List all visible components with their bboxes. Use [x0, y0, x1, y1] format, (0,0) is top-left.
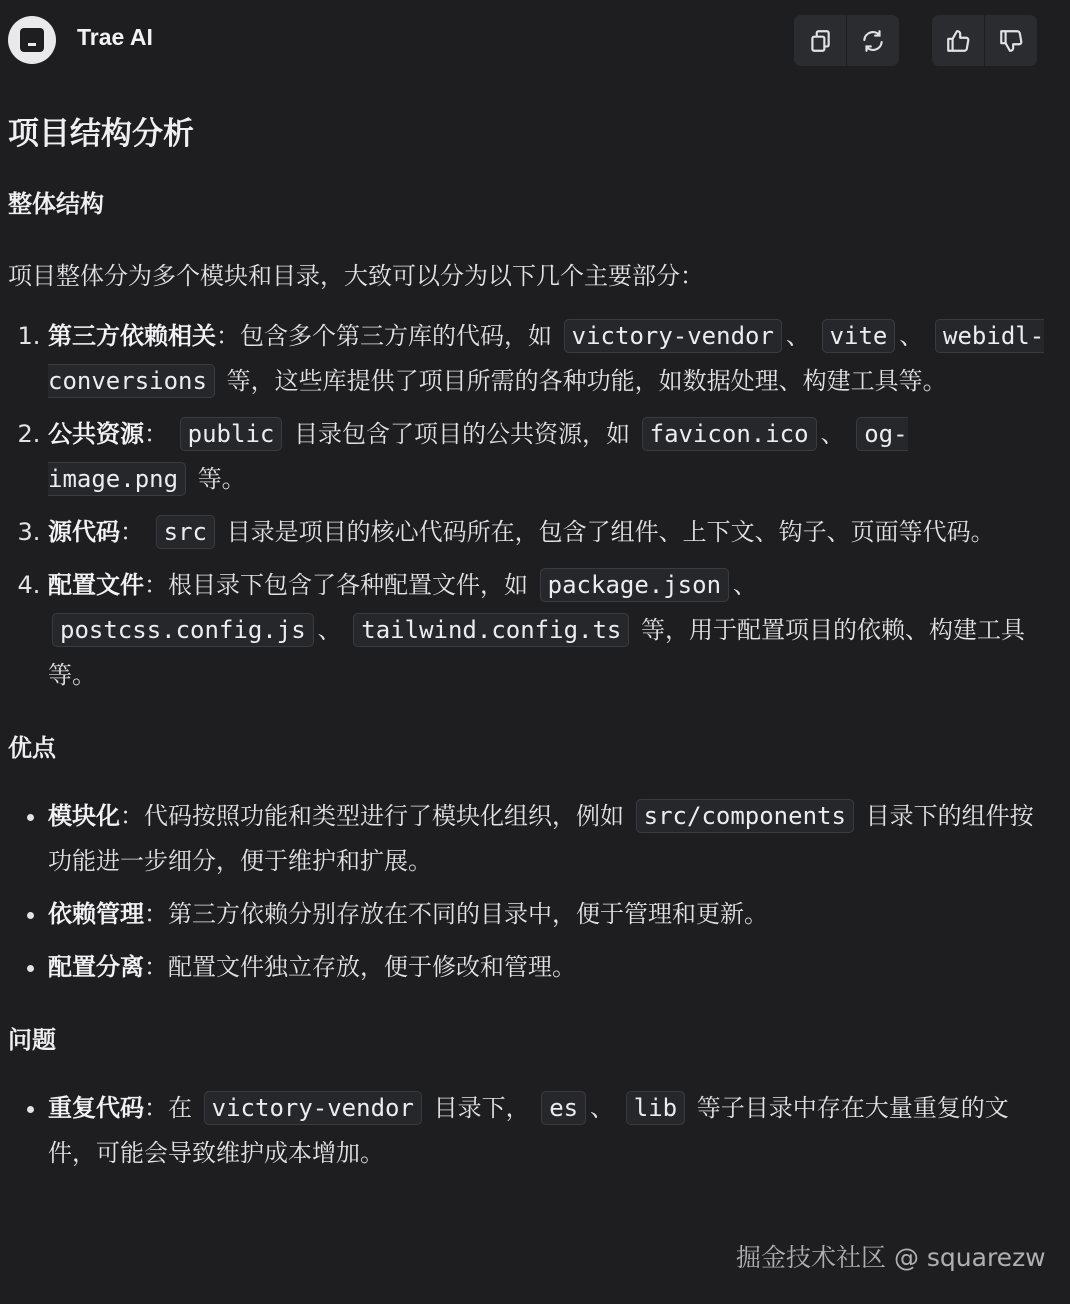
copy-button[interactable]: [794, 15, 846, 66]
section-heading-issues: 问题: [8, 1026, 56, 1054]
pros-list: [8, 794, 1048, 990]
inline-code: public: [180, 417, 283, 451]
inline-code: lib: [626, 1091, 685, 1125]
inline-code: postcss.config.js: [52, 613, 314, 647]
list-item: [48, 892, 1048, 937]
item-text: 等，这些库提供了项目所需的各种功能，如数据处理、构建工具等。: [226, 367, 947, 395]
inline-code: src/components: [636, 799, 854, 833]
item-text: ：配置文件独立存放，便于修改和管理。: [144, 953, 576, 981]
copy-icon: [807, 28, 833, 54]
inline-code: src: [156, 515, 215, 549]
item-text: 、: [820, 420, 845, 448]
refresh-icon: [860, 28, 886, 54]
item-text: 、: [590, 1094, 615, 1122]
inline-code: package.json: [540, 568, 729, 602]
item-text: 等。: [197, 465, 246, 493]
item-text: 目录是项目的核心代码所在，包含了组件、上下文、钩子、页面等代码。: [226, 518, 995, 546]
regenerate-button[interactable]: [847, 15, 899, 66]
watermark: 掘金技术社区 @ squarezw: [736, 1243, 1046, 1272]
inline-code: favicon.ico: [642, 417, 817, 451]
inline-code: webidl-conversions: [48, 319, 1044, 398]
overall-list: [8, 314, 1048, 698]
thumbs-up-icon: [945, 28, 971, 54]
article-title: 项目结构分析: [8, 116, 194, 152]
section-heading-overall: 整体结构: [8, 190, 104, 218]
trae-avatar: [8, 16, 56, 64]
item-text: ：包含多个第三方库的代码，如: [216, 322, 552, 350]
list-item: [48, 794, 1048, 884]
item-text: 、: [899, 322, 924, 350]
list-item: [48, 510, 1048, 555]
inline-code: victory-vendor: [564, 319, 782, 353]
item-label: 模块化: [48, 802, 120, 830]
item-text: ：: [144, 420, 168, 448]
inline-code: vite: [822, 319, 896, 353]
section-heading-pros: 优点: [8, 734, 56, 762]
item-text: 等，用于配置项目的依赖、构建工具等。: [48, 616, 1026, 689]
item-label: 重复代码: [48, 1094, 144, 1122]
list-item: [48, 563, 1048, 698]
item-text: ：在: [144, 1094, 192, 1122]
copy-refresh-group: [794, 15, 899, 66]
item-label: 公共资源: [48, 420, 144, 448]
inline-code: og-image.png: [48, 417, 908, 496]
item-text: 目录包含了项目的公共资源，如: [293, 420, 630, 448]
feedback-group: [932, 15, 1037, 66]
item-text: 目录下，: [433, 1094, 530, 1122]
message-content: [8, 108, 1048, 1184]
overall-intro: 项目整体分为多个模块和目录，大致可以分为以下几个主要部分：: [8, 262, 704, 290]
item-text: 、: [317, 616, 342, 644]
list-item: [48, 1086, 1048, 1176]
issues-list: [8, 1086, 1048, 1176]
item-text: ：根目录下包含了各种配置文件，如: [144, 571, 528, 599]
item-label: 源代码: [48, 518, 120, 546]
item-text: 等子目录中存在大量重复的文件，可能会导致维护成本增加。: [48, 1094, 1009, 1167]
inline-code: tailwind.config.ts: [353, 613, 629, 647]
item-text: 目录下的组件按功能进一步细分，便于维护和扩展。: [48, 802, 1034, 875]
item-label: 第三方依赖相关: [48, 322, 216, 350]
list-item: [48, 314, 1048, 404]
item-label: 依赖管理: [48, 900, 144, 928]
inline-code: es: [541, 1091, 586, 1125]
item-text: ：: [120, 518, 144, 546]
like-button[interactable]: [932, 15, 984, 66]
dislike-button[interactable]: [985, 15, 1037, 66]
assistant-name: Trae AI: [77, 24, 153, 50]
list-item: [48, 945, 1048, 990]
item-label: 配置分离: [48, 953, 144, 981]
list-item: [48, 412, 1048, 502]
thumbs-down-icon: [998, 28, 1024, 54]
item-text: ：第三方依赖分别存放在不同的目录中，便于管理和更新。: [144, 900, 768, 928]
item-label: 配置文件: [48, 571, 144, 599]
terminal-icon: [20, 28, 44, 52]
item-text: 、: [733, 571, 758, 599]
item-text: ：代码按照功能和类型进行了模块化组织，例如: [120, 802, 624, 830]
message-header: [0, 0, 1070, 82]
item-text: 、: [785, 322, 810, 350]
inline-code: victory-vendor: [204, 1091, 422, 1125]
